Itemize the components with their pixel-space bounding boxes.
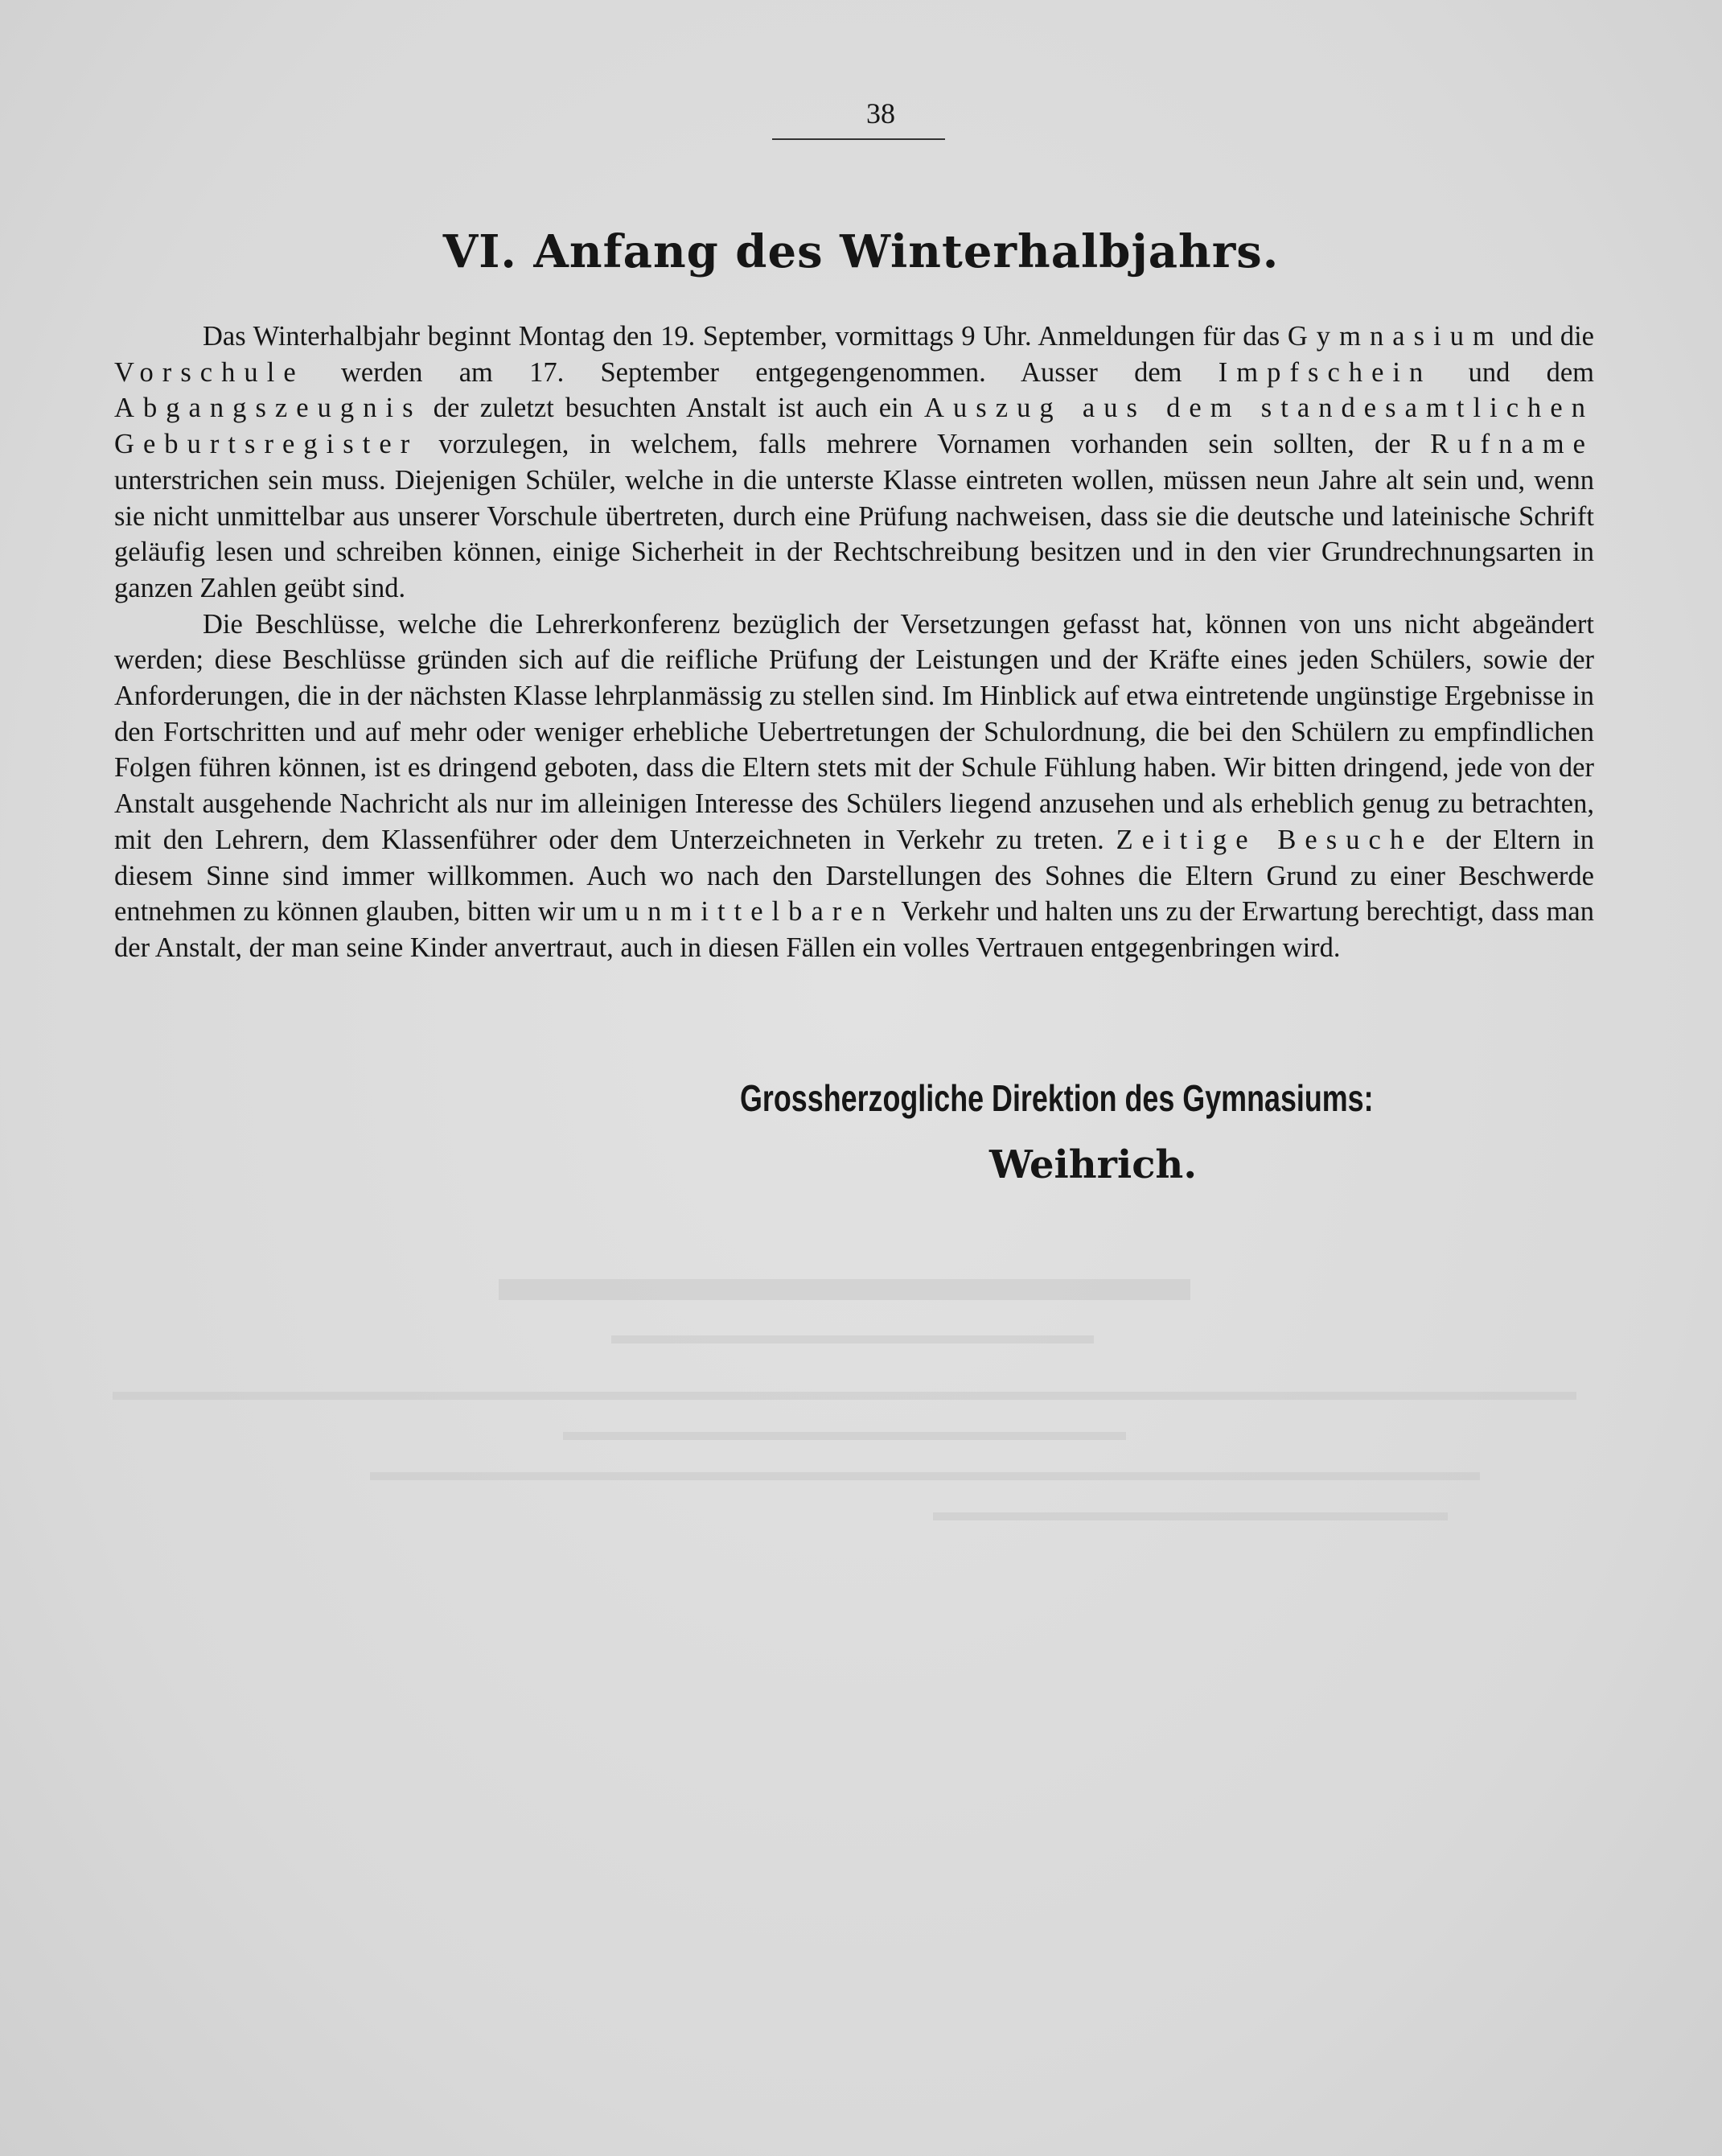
text-run: und die — [1502, 321, 1594, 352]
signature-name: Weihrich. — [989, 1142, 1198, 1187]
section-heading: VI. Anfang des Winterhalbjahrs. — [442, 225, 1280, 278]
text-run: vorzulegen, in welchem, falls mehrere Vornamen vorhanden sein sollten, der — [418, 429, 1431, 460]
show-through-bleed — [0, 1263, 1722, 1585]
spaced-emphasis-text: unmittelbaren — [624, 896, 894, 928]
text-run: Verkehr und halten uns zu der Erwartung berechtigt, dass man der Anstalt, der man seine Kinder anvertraut, auch in diesen Fällen ein volles Vertrauen entgegenbringen wird. — [114, 896, 1594, 963]
body-text — [114, 319, 1594, 966]
spaced-emphasis-text: Auszug aus dem standesamtlichen Geburtsregister — [114, 393, 1594, 460]
spaced-emphasis-text: Rufname — [1430, 429, 1594, 460]
spaced-emphasis-text: Impfschein — [1218, 356, 1432, 388]
spaced-emphasis-text: Zeitige Besuche — [1116, 824, 1434, 855]
page-number: 38 — [866, 97, 895, 130]
page-number-rule — [772, 138, 945, 140]
spaced-emphasis-text: Abgangszeugnis — [114, 393, 422, 424]
text-run: und dem — [1432, 356, 1594, 388]
text-run: unterstrichen sein muss. Diejenigen Schüler, welche in die unterste Klasse eintreten wollen, müssen neun Jahre alt sein und, wenn sie nicht unmittelbar aus unserer Vorschule übertreten, durch eine Prüfung nachweisen, dass sie die deutsche und lateinische Schrift geläufig lesen und schreiben können, einige Sicherheit in der Rechtschreibung besitzen und in den vier Grundrechnungsarten in ganzen Zahlen geübt sind. — [114, 464, 1594, 603]
signature-organization: Grossherzogliche Direktion des Gymnasiums: — [740, 1077, 1374, 1119]
spaced-emphasis-text: Vorschule — [114, 356, 305, 388]
text-run: der zuletzt besuchten Anstalt ist auch ein — [421, 393, 925, 424]
text-run: Die Beschlüsse, welche die Lehrerkonferenz bezüglich der Versetzungen gefasst hat, können von uns nicht abgeändert werden; diese Beschlüsse gründen sich auf die reifliche Prüfung der Leistungen und der Kräfte eines jeden Schülers, sowie der Anforderungen, die in der nächsten Klasse lehrplanmässig zu stellen sind. Im Hinblick auf etwa eintretende ungünstige Ergebnisse in den Fortschritten und auf mehr oder weniger erhebliche Uebertretungen der Schulordnung, die bei den Schülern zu empfindlichen Folgen führen können, ist es dringend geboten, dass die Eltern stets mit der Schule Fühlung haben. Wir bitten dringend, jede von der Anstalt ausgehende Nachricht als nur im alleinigen Interesse des Schülers liegend anzusehen und als erheblich genug zu betrachten, mit den Lehrern, dem Klassenführer oder dem Unterzeichneten in Verkehr zu treten. — [114, 608, 1594, 855]
text-run: Das Winterhalbjahr beginnt Montag den 19. September, vormittags 9 Uhr. Anmeldungen für das — [203, 321, 1288, 352]
paragraph-enrollment — [114, 319, 1594, 607]
text-run: der Eltern in diesem Sinne sind immer willkommen. Auch wo nach den Darstellungen des Sohnes die Eltern Grund zu einer Beschwerde entnehmen zu können glauben, bitten wir um — [114, 824, 1595, 928]
text-run: werden am 17. September entgegengenommen. Ausser dem — [304, 356, 1219, 388]
spaced-emphasis-text: Gymnasium — [1287, 321, 1503, 352]
paragraph-promotion — [114, 607, 1594, 966]
